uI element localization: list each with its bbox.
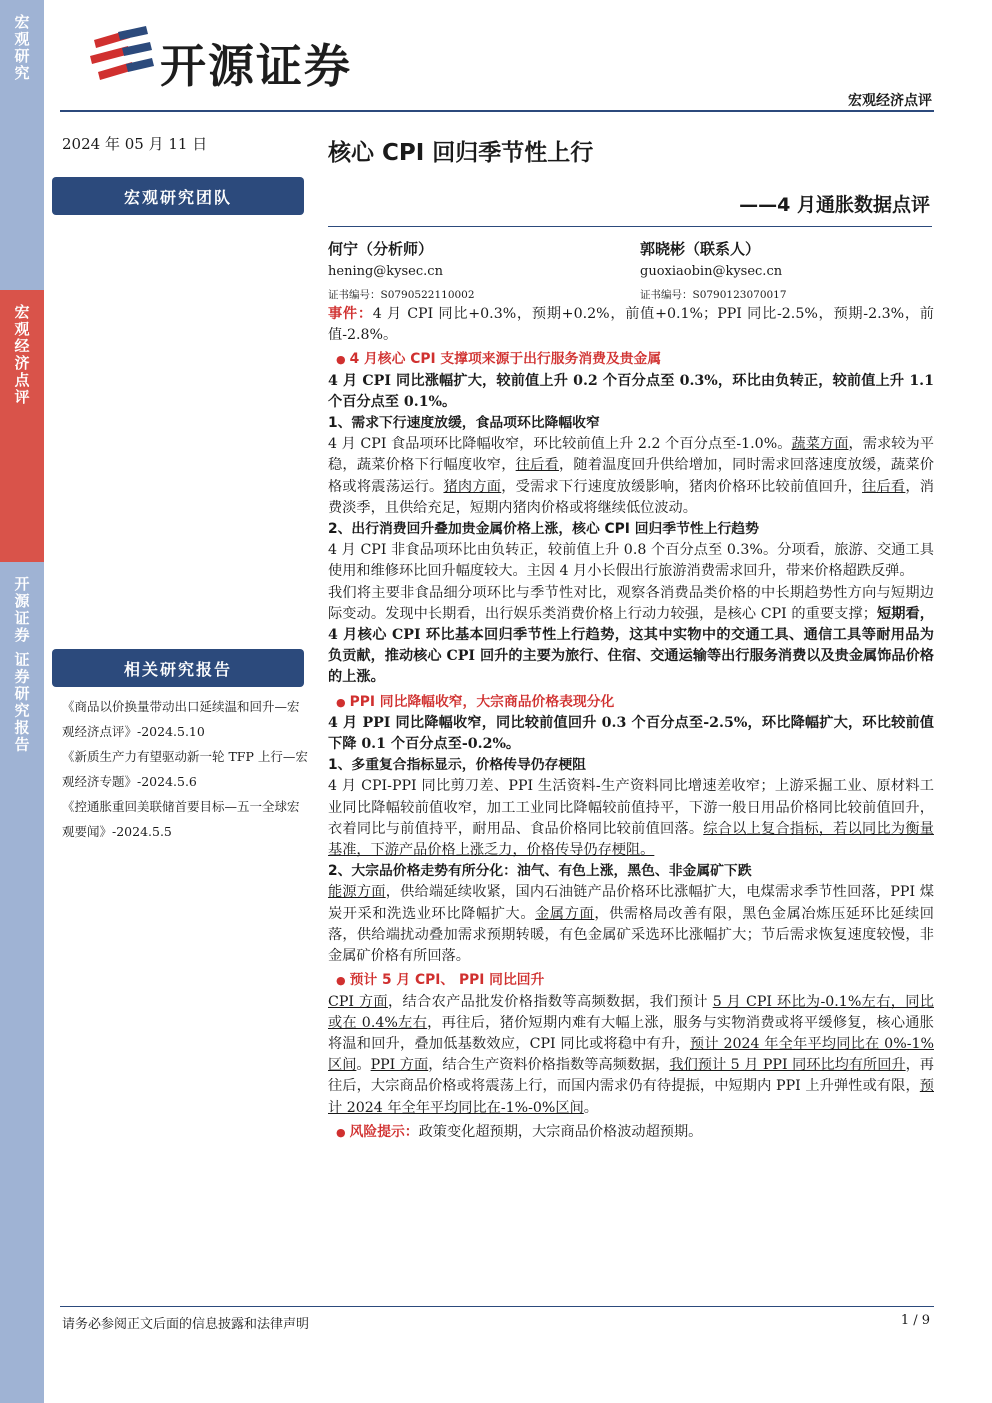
bullet-dot-icon: ●: [336, 695, 346, 709]
strip-segment-mid: [0, 290, 44, 562]
strip-label-top: 宏观研究: [12, 14, 31, 82]
brand-name: 开源证券: [160, 39, 352, 93]
body-paragraph: 4 月 CPI 食品项环比降幅收窄，环比较前值上升 2.2 个百分点至-1.0%。蔬菜方面，需求较为平稳，蔬菜价格下行幅度收窄，往后看，随着温度回升供给增加，同时需求回落速度放缓，蔬菜价格或将震荡运行。猪肉方面，受需求下行速度放缓影响，猪肉价格环比较前值回升，往后看，消费淡季，且供给充足，短期内猪肉价格或将继续低位波动。: [328, 436, 934, 516]
report-subtitle: ——4 月通胀数据点评: [739, 194, 930, 216]
footer-disclaimer: 请务必参阅正文后面的信息披露和法律声明: [62, 1317, 310, 1332]
related-report-item[interactable]: 《商品以价换量带动出口延续温和回升—宏观经济点评》-2024.5.10: [62, 699, 300, 739]
subsection-heading: 2、出行消费回升叠加贵金属价格上涨，核心 CPI 回归季节性上行趋势: [328, 521, 759, 538]
report-body: [328, 304, 934, 1143]
strip-label-mid: 宏观经济点评: [12, 304, 31, 406]
side-strip: [0, 0, 44, 1403]
report-date: 2024 年 05 月 11 日: [62, 135, 208, 153]
event-label: 事件：: [328, 306, 373, 322]
team-title-bar: 宏观研究团队: [52, 177, 304, 215]
authors-rule: [328, 226, 932, 227]
body-paragraph: 4 月 CPI-PPI 同比剪刀差、PPI 生活资料-生产资料同比增速差收窄；上游采掘工业、原材料工业同比降幅较前值收窄，加工工业同比降幅较前值持平，下游一般日用品价格同比较前值回升，衣着同比与前值持平，耐用品、食品价格同比较前值回落。综合以上复合指标，若以同比为衡量基准，下游产品价格上涨乏力，价格传导仍存梗阻。: [328, 778, 934, 859]
subsection-heading: 2、大宗品价格走势有所分化：油气、有色上涨，黑色、非金属矿下跌: [328, 863, 752, 880]
page-number: 1 / 9: [900, 1313, 930, 1328]
section-lead: 4 月 CPI 同比涨幅扩大，较前值上升 0.2 个百分点至 0.3%，环比由负转正，较前值上升 1.1 个百分点至 0.1%。: [328, 372, 934, 410]
footer-rule: [60, 1306, 934, 1307]
related-reports-list: [62, 694, 308, 844]
bullet-dot-icon: ●: [336, 353, 346, 367]
author-name: 郭晓彬（联系人）: [640, 240, 761, 258]
author-name: 何宁（分析师）: [328, 240, 434, 258]
report-category: 宏观经济点评: [848, 93, 932, 109]
event-text: 4 月 CPI 同比+0.3%，预期+0.2%，前值+0.1%；PPI 同比-2.5%，预期-2.3%，前值-2.8%。: [328, 306, 934, 344]
subsection-heading: 1、多重复合指标显示，价格传导仍存梗阻: [328, 757, 586, 774]
related-title-bar: 相关研究报告: [52, 649, 304, 687]
body-paragraph: 我们将主要非食品细分项环比与季节性对比，观察各消费品类价格的中长期趋势性方向与短期边际变动。发现中长期看，出行娱乐类消费价格上行动力较强，是核心 CPI 的重要支撑；短期看，4 月核心 CPI 环比基本回归季节性上行趋势，这其中实物中的交通工具、通信工具等耐用品为负贡献，推动核心 CPI 回升的主要为旅行、住宿、交通运输等出行服务消费以及贵金属饰品价格的上涨。: [328, 584, 934, 686]
related-report-item[interactable]: 《控通胀重回美联储首要目标—五一全球宏观要闻》-2024.5.5: [62, 799, 300, 839]
strip-segment-bottom: [0, 562, 44, 1403]
author-cert: 证书编号：S0790123070017: [640, 289, 787, 301]
strip-segment-top: [0, 0, 44, 290]
related-report-item[interactable]: 《新质生产力有望驱动新一轮 TFP 上行—宏观经济专题》-2024.5.6: [62, 749, 308, 789]
section-heading: ● PPI 同比降幅收窄，大宗商品价格表现分化: [336, 693, 615, 710]
author-email[interactable]: hening@kysec.cn: [328, 264, 443, 279]
section-heading: ● 4 月核心 CPI 支撑项来源于出行服务消费及贵金属: [336, 351, 662, 368]
body-paragraph: CPI 方面，结合农产品批发价格指数等高频数据，我们预计 5 月 CPI 环比为-0.1%左右，同比或在 0.4%左右，再往后，猪价短期内难有大幅上涨，服务与实物消费或将平缓修复，核心通胀将温和回升，叠加低基数效应，CPI 同比或将稳中有升，预计 2024 年全年平均同比在 0%-1%区间。PPI 方面，结合生产资料价格指数等高频数据，我们预计 5 月 PPI 同环比均有所回升，再往后，大宗商品价格或将震荡上行，而国内需求仍有待提振，中短期内 PPI 上升弹性或有限，预计 2024 年全年平均同比在-1%-0%区间。: [328, 993, 934, 1116]
subsection-heading: 1、需求下行速度放缓，食品项环比降幅收窄: [328, 415, 600, 432]
body-paragraph: 能源方面，供给端延续收紧，国内石油链产品价格环比涨幅扩大，电煤需求季节性回落，PPI 煤炭开采和洗选业环比降幅扩大。金属方面，供需格局改善有限，黑色金属冶炼压延环比延续回落，供给端扰动叠加需求预期转暖，有色金属矿采选环比涨幅扩大；节后需求恢复速度较慢，非金属矿价格有所回落。: [328, 884, 934, 965]
author-cert: 证书编号：S0790522110002: [328, 289, 475, 301]
header-rule: [60, 110, 934, 112]
risk-note: ● 风险提示：政策变化超预期，大宗商品价格波动超预期。: [336, 1123, 703, 1140]
bullet-dot-icon: ●: [336, 974, 346, 988]
report-title: 核心 CPI 回归季节性上行: [328, 140, 594, 166]
strip-label-bottom: 开源证券 证券研究报告: [12, 576, 31, 754]
bullet-dot-icon: ●: [336, 1125, 346, 1139]
section-heading: ● 预计 5 月 CPI、 PPI 同比回升: [336, 972, 545, 989]
event-paragraph: [328, 304, 934, 346]
author-email[interactable]: guoxiaobin@kysec.cn: [640, 264, 783, 279]
body-paragraph: 4 月 CPI 非食品项环比由负转正，较前值上升 0.8 个百分点至 0.3%。分项看，旅游、交通工具使用和维修环比回升幅度较大。主因 4 月小长假出行旅游消费需求回升，带来价格超跌反弹。: [328, 542, 934, 580]
section-lead: 4 月 PPI 同比降幅收窄，同比较前值回升 0.3 个百分点至-2.5%，环比降幅扩大，环比较前值下降 0.1 个百分点至-0.2%。: [328, 714, 934, 753]
